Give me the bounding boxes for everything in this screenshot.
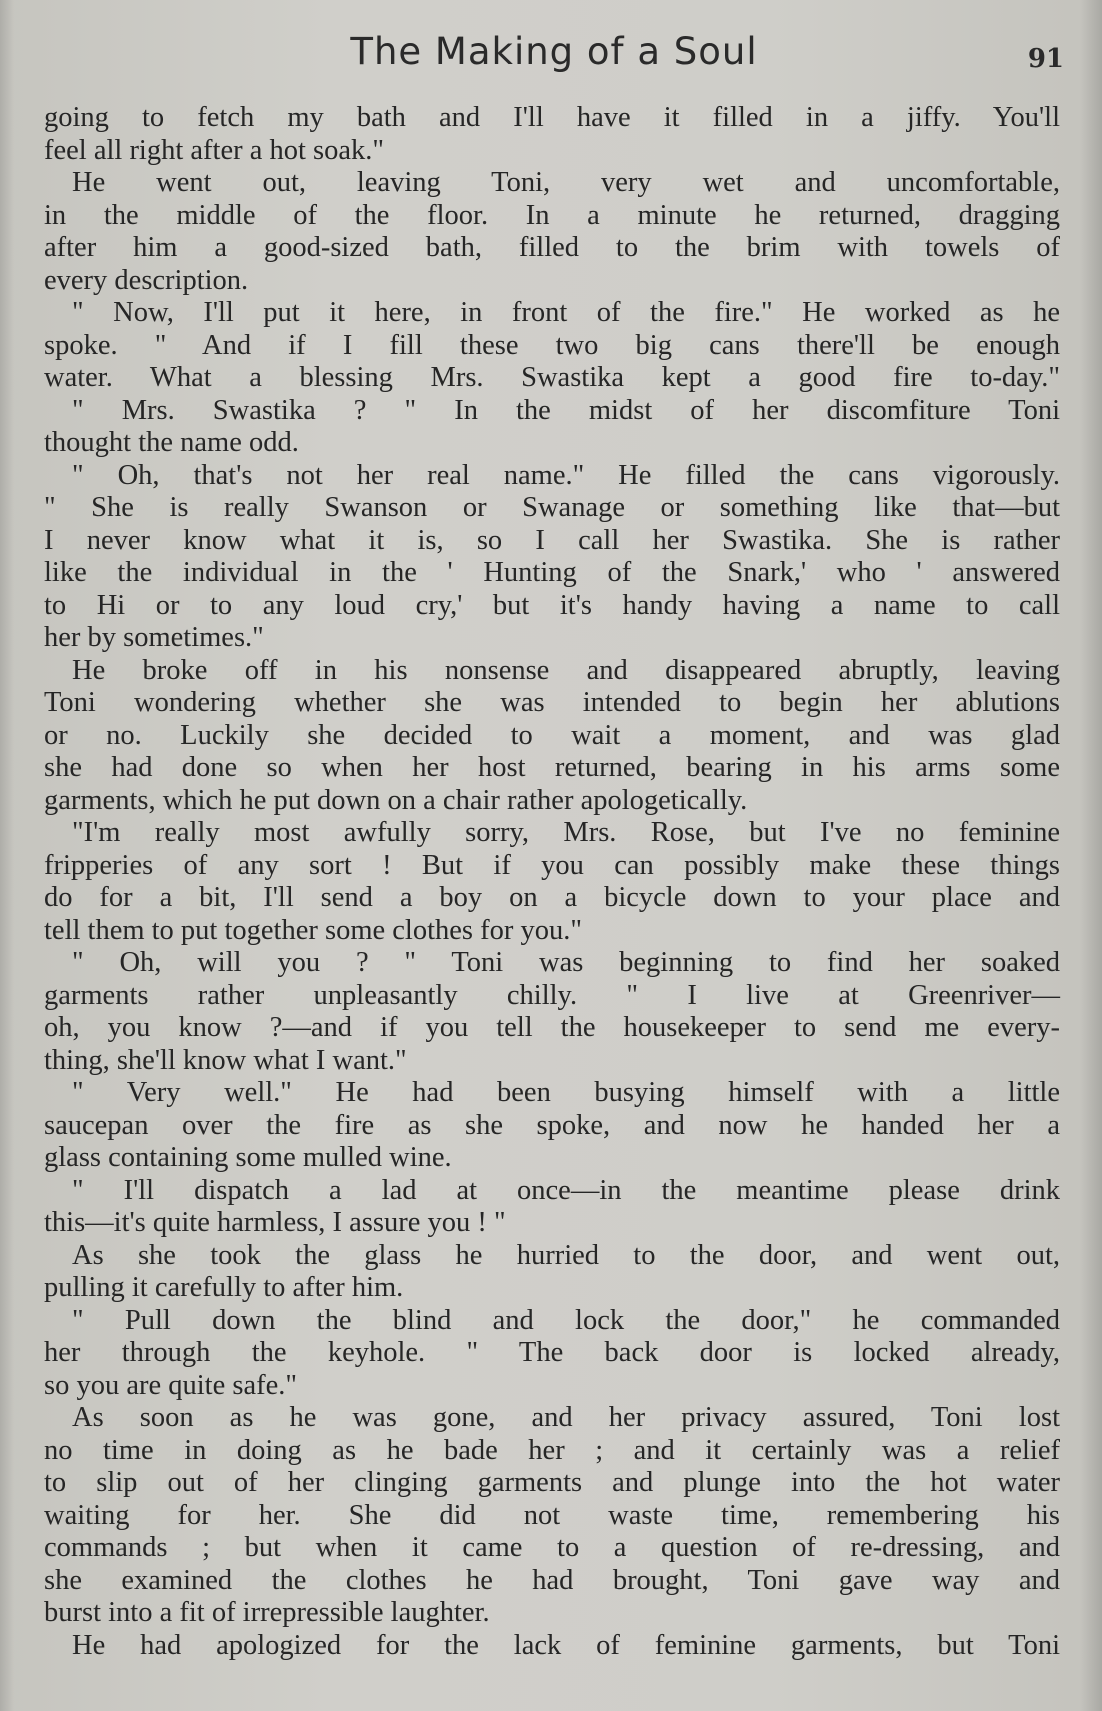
text-line: no time in doing as he bade her ; and it certainly was a relief xyxy=(44,1434,1060,1466)
text-line: saucepan over the fire as she spoke, and now he handed her a xyxy=(44,1109,1060,1141)
page-edge-shadow-right xyxy=(1080,0,1102,1711)
text-line: in the middle of the floor. In a minute he returned, dragging xyxy=(44,199,1060,231)
text-line: thing, she'll know what I want." xyxy=(44,1044,407,1076)
text-line: fripperies of any sort ! But if you can possibly make these things xyxy=(44,849,1060,881)
text-line: glass containing some mulled wine. xyxy=(44,1142,452,1173)
text-line: " Oh, will you ? " Toni was beginning to find her soaked xyxy=(72,947,1060,978)
text-line: He went out, leaving Toni, very wet and uncomfortable, xyxy=(72,167,1060,198)
text-line: " Very well." He had been busying himself with a little xyxy=(72,1077,1060,1108)
text-line: He broke off in his nonsense and disappeared abruptly, leaving xyxy=(72,654,1060,686)
text-line: or no. Luckily she decided to wait a moment, and was glad xyxy=(44,719,1060,751)
text-line: As soon as he was gone, and her privacy assured, Toni lost xyxy=(72,1402,1060,1433)
text-line: " I'll dispatch a lad at once—in the meantime please drink xyxy=(72,1174,1060,1206)
text-line: burst into a fit of irrepressible laughter. xyxy=(44,1597,490,1628)
text-line: oh, you know ?—and if you tell the housekeeper to send me every- xyxy=(44,1012,1060,1043)
body-text xyxy=(44,102,1060,1662)
text-line: feel all right after a hot soak." xyxy=(44,134,385,166)
text-line: pulling it carefully to after him. xyxy=(44,1272,404,1303)
text-line: to slip out of her clinging garments and plunge into the hot water xyxy=(44,1467,1060,1498)
text-line: waiting for her. She did not waste time, remembering his xyxy=(44,1499,1060,1531)
text-line: "I'm really most awfully sorry, Mrs. Rose, but I've no feminine xyxy=(72,817,1060,848)
text-line: Toni wondering whether she was intended to begin her ablutions xyxy=(44,687,1060,718)
text-line: He had apologized for the lack of feminine garments, but Toni xyxy=(72,1629,1060,1661)
text-line: going to fetch my bath and I'll have it filled in a jiffy. You'll xyxy=(44,102,1060,133)
text-line: tell them to put together some clothes for you." xyxy=(44,914,582,946)
text-line: she examined the clothes he had brought, Toni gave way and xyxy=(44,1564,1060,1596)
page-edge-shadow-left xyxy=(0,0,14,1711)
text-line: garments, which he put down on a chair rather apologetically. xyxy=(44,784,748,816)
page-header xyxy=(44,30,1064,82)
text-line: so you are quite safe." xyxy=(44,1369,298,1401)
text-line: this—it's quite harmless, I assure you ! " xyxy=(44,1207,506,1238)
text-line: " Now, I'll put it here, in front of the fire." He worked as he xyxy=(72,297,1060,328)
page-number: 91 xyxy=(1027,44,1064,74)
text-line: " Mrs. Swastika ? " In the midst of her discomfiture Toni xyxy=(72,394,1060,426)
text-line: garments rather unpleasantly chilly. " I live at Greenriver— xyxy=(44,979,1060,1011)
text-line: " She is really Swanson or Swanage or something like that—but xyxy=(44,492,1060,523)
text-line: her through the keyhole. " The back door is locked already, xyxy=(44,1337,1060,1368)
text-line: to Hi or to any loud cry,' but it's handy having a name to call xyxy=(44,589,1060,621)
text-line: thought the name odd. xyxy=(44,427,299,458)
text-line: she had done so when her host returned, bearing in his arms some xyxy=(44,752,1060,783)
text-line: do for a bit, I'll send a boy on a bicycle down to your place and xyxy=(44,882,1060,913)
text-line: water. What a blessing Mrs. Swastika kept a good fire to-day." xyxy=(44,362,1060,393)
text-line: every description. xyxy=(44,264,249,296)
text-line: " Oh, that's not her real name." He filled the cans vigorously. xyxy=(72,459,1060,491)
running-title: The Making of a Soul xyxy=(350,30,758,73)
text-line: commands ; but when it came to a question of re-dressing, and xyxy=(44,1532,1060,1563)
text-line: As she took the glass he hurried to the door, and went out, xyxy=(72,1239,1060,1271)
text-line: her by sometimes." xyxy=(44,622,264,653)
text-line: after him a good-sized bath, filled to the brim with towels of xyxy=(44,232,1060,263)
text-line: spoke. " And if I fill these two big cans there'll be enough xyxy=(44,329,1060,361)
text-line: I never know what it is, so I call her Swastika. She is rather xyxy=(44,524,1060,556)
text-line: like the individual in the ' Hunting of the Snark,' who ' answered xyxy=(44,557,1060,588)
text-line: " Pull down the blind and lock the door," he commanded xyxy=(72,1304,1060,1336)
